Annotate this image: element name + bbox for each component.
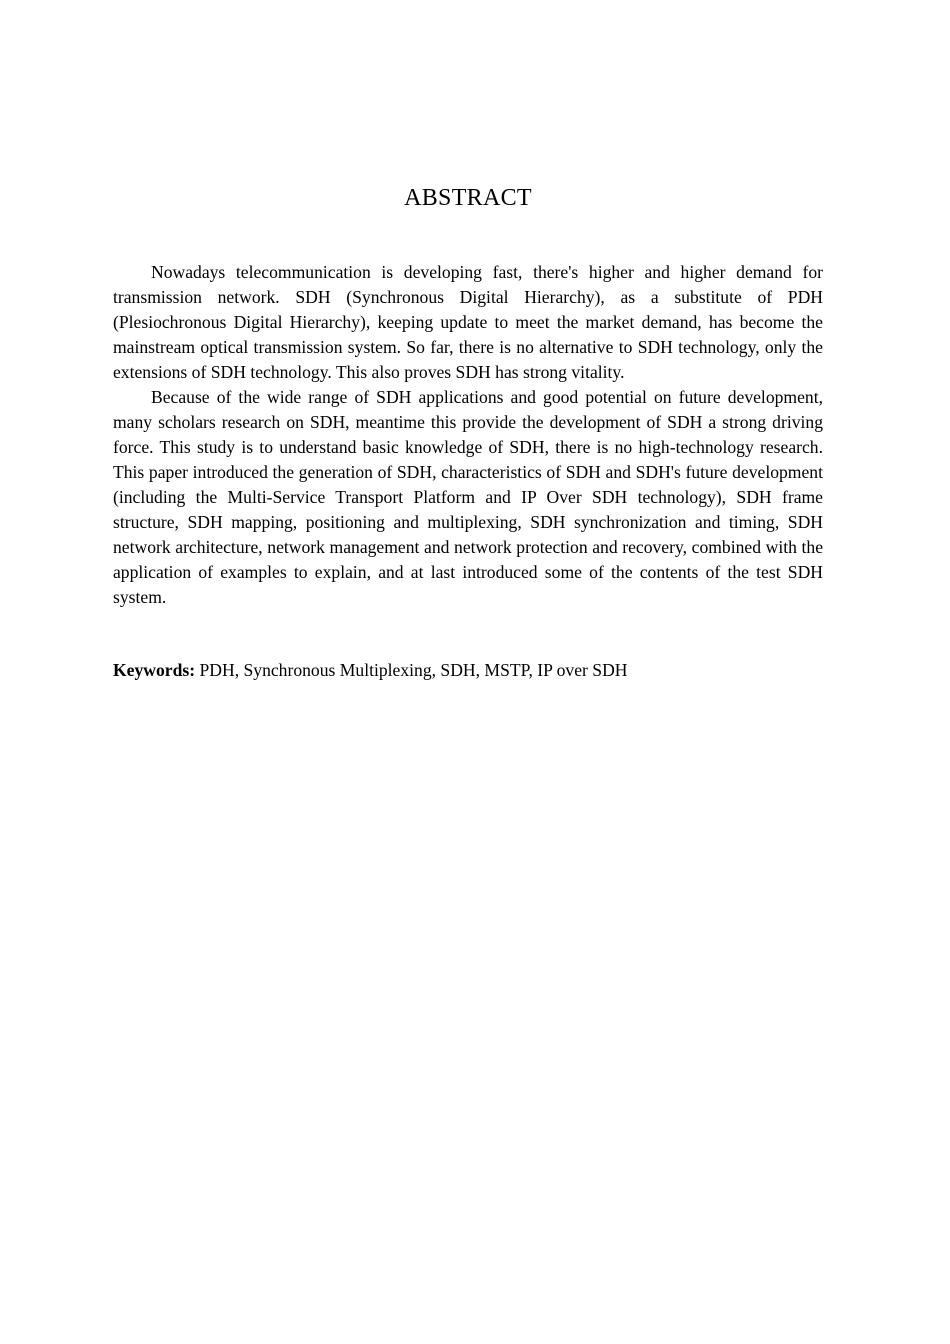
- keywords-line: [113, 658, 823, 683]
- keywords-text: PDH, Synchronous Multiplexing, SDH, MSTP, IP over SDH: [195, 660, 628, 680]
- abstract-paragraph-2: Because of the wide range of SDH applications and good potential on future development, many scholars research on SDH, meantime this provide the development of SDH a strong driving force. This study is to understand basic knowledge of SDH, there is no high-technology research. This paper introduced the generation of SDH, characteristics of SDH and SDH's future development (including the Multi-Service Transport Platform and IP Over SDH technology), SDH frame structure, SDH mapping, positioning and multiplexing, SDH synchronization and timing, SDH network architecture, network management and network protection and recovery, combined with the application of examples to explain, and at last introduced some of the contents of the test SDH system.: [113, 387, 823, 607]
- keywords-label: Keywords:: [113, 660, 196, 680]
- abstract-body: [113, 260, 823, 610]
- abstract-title: ABSTRACT: [404, 185, 532, 211]
- abstract-paragraph-1: Nowadays telecommunication is developing fast, there's higher and higher demand for transmission network. SDH (Synchronous Digital Hierarchy), as a substitute of PDH (Plesiochronous Digital Hierarchy), keeping update to meet the market demand, has become the mainstream optical transmission system. So far, there is no alternative to SDH technology, only the extensions of SDH technology. This also proves SDH has strong vitality.: [113, 262, 823, 382]
